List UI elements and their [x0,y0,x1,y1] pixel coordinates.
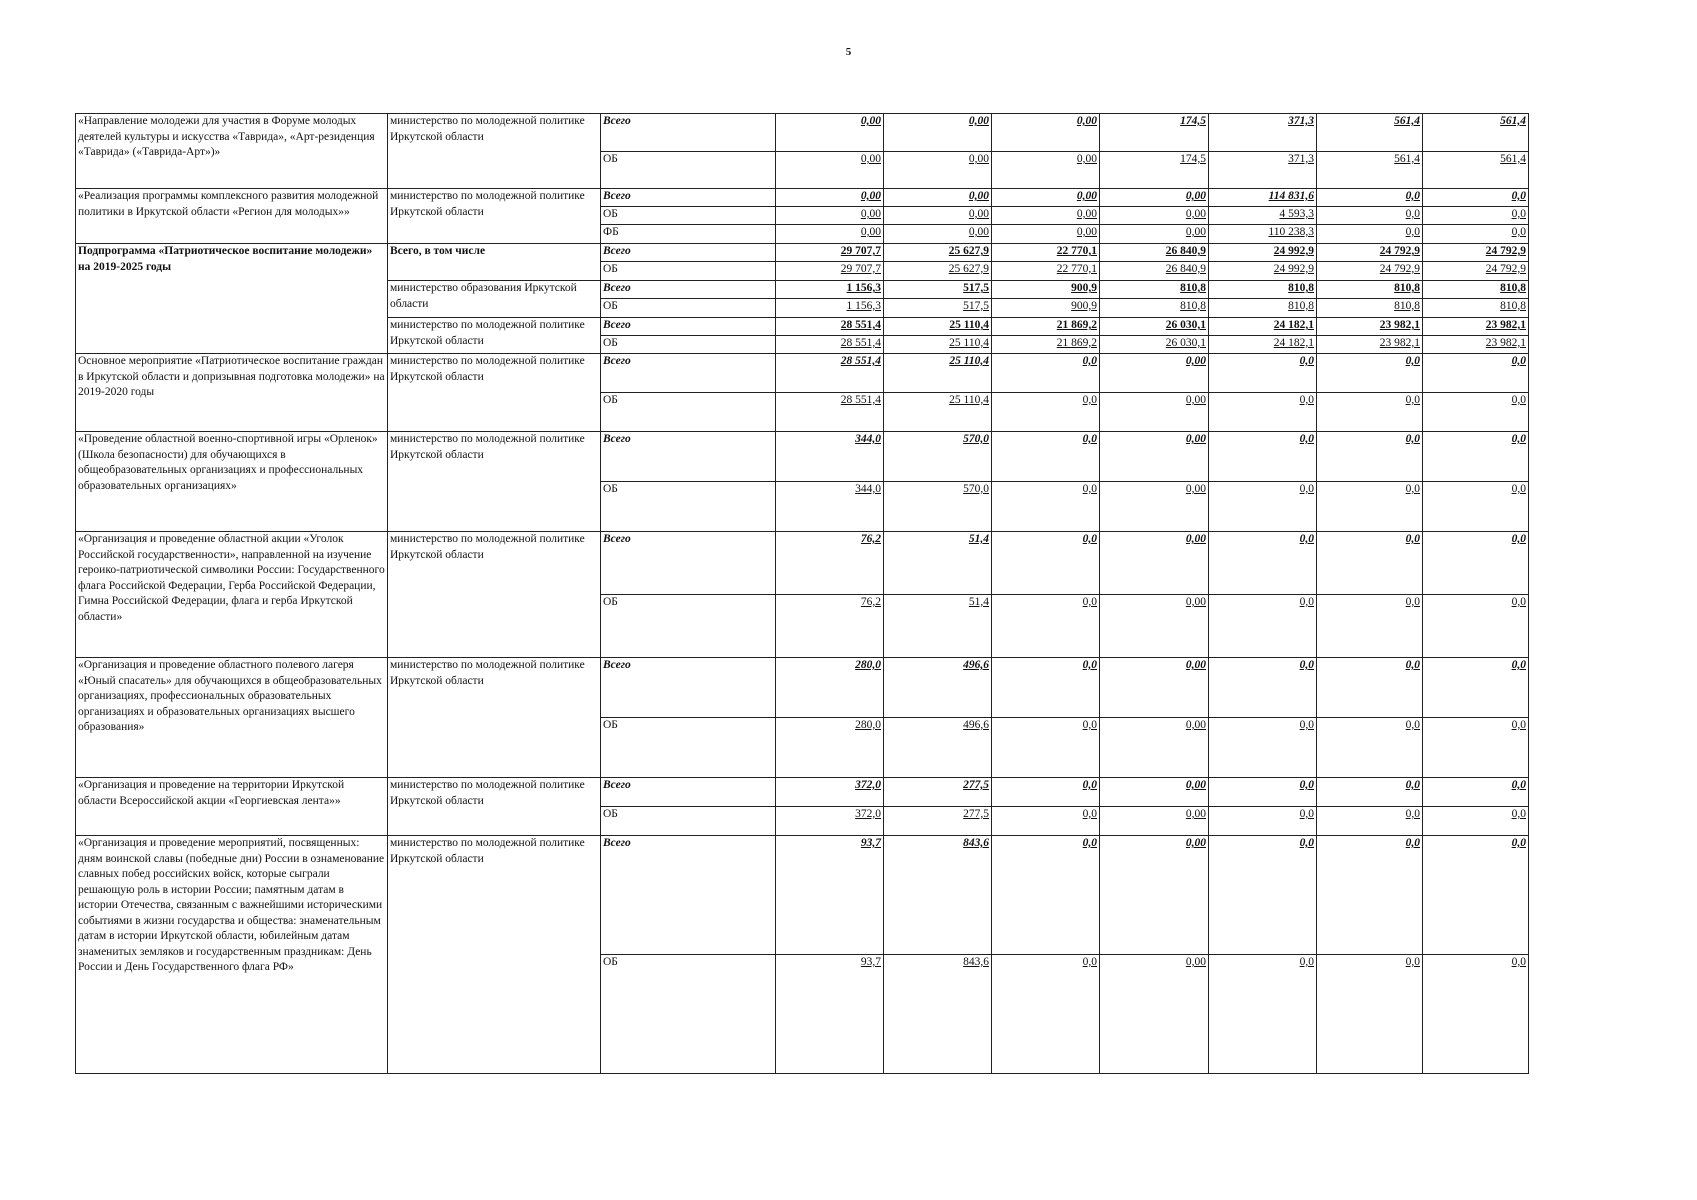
value-cell: 22 770,1 [992,244,1100,262]
value-cell: 93,7 [776,836,884,955]
value-cell: 0,0 [1423,207,1529,225]
value-cell: 0,0 [1423,189,1529,207]
value-cell: 371,3 [1209,152,1317,189]
value-cell: 0,0 [1209,432,1317,482]
value-cell: 517,5 [884,281,992,299]
value-cell: 0,0 [1317,482,1423,532]
value-cell: 0,0 [1423,718,1529,778]
executor: министерство по молодежной политике Иркутской области [388,778,601,836]
value-cell: 277,5 [884,807,992,836]
value-cell: 21 869,2 [992,318,1100,336]
value-cell: 0,00 [776,225,884,244]
funding-source: ОБ [601,482,776,532]
value-cell: 28 551,4 [776,336,884,354]
value-cell: 25 110,4 [884,354,992,393]
value-cell: 0,0 [1317,432,1423,482]
value-cell: 0,00 [1100,778,1209,807]
value-cell: 900,9 [992,281,1100,299]
table-row [76,836,1529,955]
value-cell: 0,0 [992,836,1100,955]
program-name: «Организация и проведение областного полевого лагеря «Юный спасатель» для обучающихся в общеобразовательных организациях, профессиональных образовательных организациях и образовательных организациях высшего образования» [76,658,388,778]
funding-source: Всего [601,778,776,807]
table-row [76,114,1529,152]
value-cell: 28 551,4 [776,318,884,336]
value-cell: 114 831,6 [1209,189,1317,207]
value-cell: 25 110,4 [884,318,992,336]
value-cell: 51,4 [884,595,992,658]
value-cell: 0,0 [1209,778,1317,807]
value-cell: 843,6 [884,955,992,1074]
value-cell: 0,00 [1100,393,1209,432]
funding-source: Всего [601,532,776,595]
table-row [76,432,1529,482]
value-cell: 28 551,4 [776,393,884,432]
value-cell: 570,0 [884,432,992,482]
funding-source: ФБ [601,225,776,244]
value-cell: 0,0 [992,807,1100,836]
program-name: «Организация и проведение областной акции «Уголок Российской государственности», направленной на изучение героико-патриотической символики России: Государственного флага Российской Федерации, Герба Российской Федерации, Гимна Российской Федерации, флага и герба Иркутской области» [76,532,388,658]
value-cell: 561,4 [1317,152,1423,189]
value-cell: 810,8 [1100,299,1209,318]
value-cell: 0,00 [1100,432,1209,482]
value-cell: 0,0 [1423,778,1529,807]
value-cell: 0,00 [884,152,992,189]
value-cell: 24 182,1 [1209,318,1317,336]
value-cell: 0,0 [1209,482,1317,532]
value-cell: 372,0 [776,778,884,807]
value-cell: 174,5 [1100,152,1209,189]
funding-source: Всего [601,354,776,393]
funding-source: Всего [601,836,776,955]
value-cell: 0,0 [1317,354,1423,393]
executor: министерство образования Иркутской области [388,281,601,318]
value-cell: 0,0 [1317,225,1423,244]
value-cell: 25 110,4 [884,393,992,432]
value-cell: 0,0 [1423,532,1529,595]
value-cell: 277,5 [884,778,992,807]
value-cell: 0,0 [1423,393,1529,432]
value-cell: 0,00 [1100,955,1209,1074]
program-name: «Организация и проведение на территории Иркутской области Всероссийской акции «Георгиевская лента»» [76,778,388,836]
value-cell: 0,00 [884,114,992,152]
value-cell: 22 770,1 [992,262,1100,281]
value-cell: 24 792,9 [1423,262,1529,281]
value-cell: 344,0 [776,482,884,532]
value-cell: 0,00 [884,189,992,207]
funding-source: Всего [601,244,776,262]
value-cell: 496,6 [884,718,992,778]
value-cell: 0,0 [1317,718,1423,778]
value-cell: 810,8 [1423,299,1529,318]
value-cell: 0,0 [1423,432,1529,482]
table-row [76,532,1529,595]
program-name: «Организация и проведение мероприятий, посвященных: дням воинской славы (победные дни) России в ознаменование славных побед российских войск, которые сыграли решающую роль в истории России; памятным датам в истории Отечества, связанным с важнейшими историческими событиями в жизни государства и общества: знаменательным датам в истории Иркутской области, юбилейным датам знаменитых земляков и государственным праздникам: День России и День Государственного флага РФ» [76,836,388,1074]
table-row [76,244,1529,262]
value-cell: 0,0 [1423,482,1529,532]
funding-source: Всего [601,432,776,482]
value-cell: 372,0 [776,807,884,836]
funding-source: ОБ [601,595,776,658]
value-cell: 29 707,7 [776,262,884,281]
value-cell: 26 840,9 [1100,262,1209,281]
value-cell: 0,0 [1317,532,1423,595]
table-row [76,778,1529,807]
executor: министерство по молодежной политике Иркутской области [388,354,601,432]
value-cell: 0,0 [1423,595,1529,658]
value-cell: 0,0 [1317,807,1423,836]
value-cell: 25 110,4 [884,336,992,354]
value-cell: 25 627,9 [884,262,992,281]
executor: Всего, в том числе [388,244,601,281]
value-cell: 25 627,9 [884,244,992,262]
value-cell: 24 992,9 [1209,262,1317,281]
value-cell: 517,5 [884,299,992,318]
funding-source: Всего [601,114,776,152]
value-cell: 0,0 [992,432,1100,482]
value-cell: 76,2 [776,595,884,658]
executor: министерство по молодежной политике Иркутской области [388,318,601,354]
value-cell: 0,0 [992,354,1100,393]
value-cell: 496,6 [884,658,992,718]
value-cell: 0,0 [1209,532,1317,595]
value-cell: 0,00 [1100,718,1209,778]
value-cell: 0,0 [992,393,1100,432]
value-cell: 24 792,9 [1317,262,1423,281]
value-cell: 810,8 [1317,281,1423,299]
value-cell: 0,00 [1100,482,1209,532]
table-row [76,658,1529,718]
funding-source: ОБ [601,955,776,1074]
value-cell: 1 156,3 [776,299,884,318]
value-cell: 0,0 [1209,595,1317,658]
budget-table [75,113,1529,1074]
executor: министерство по молодежной политике Иркутской области [388,114,601,189]
value-cell: 4 593,3 [1209,207,1317,225]
executor: министерство по молодежной политике Иркутской области [388,836,601,1074]
value-cell: 174,5 [1100,114,1209,152]
value-cell: 0,00 [776,152,884,189]
value-cell: 0,0 [1317,595,1423,658]
value-cell: 0,00 [1100,225,1209,244]
value-cell: 0,0 [1423,955,1529,1074]
executor: министерство по молодежной политике Иркутской области [388,189,601,244]
funding-source: Всего [601,318,776,336]
value-cell: 0,00 [992,114,1100,152]
value-cell: 76,2 [776,532,884,595]
value-cell: 810,8 [1100,281,1209,299]
value-cell: 561,4 [1423,114,1529,152]
value-cell: 0,00 [1100,207,1209,225]
value-cell: 0,0 [1423,225,1529,244]
value-cell: 0,0 [1423,658,1529,718]
value-cell: 0,0 [1317,393,1423,432]
funding-source: ОБ [601,207,776,225]
table-row [76,354,1529,393]
value-cell: 0,0 [1209,658,1317,718]
value-cell: 344,0 [776,432,884,482]
value-cell: 280,0 [776,658,884,718]
value-cell: 0,00 [776,189,884,207]
value-cell: 24 182,1 [1209,336,1317,354]
value-cell: 810,8 [1423,281,1529,299]
value-cell: 0,0 [992,532,1100,595]
value-cell: 0,00 [1100,354,1209,393]
value-cell: 0,0 [1317,778,1423,807]
funding-source: ОБ [601,299,776,318]
value-cell: 810,8 [1209,299,1317,318]
value-cell: 0,0 [1209,354,1317,393]
value-cell: 0,0 [1317,658,1423,718]
value-cell: 0,00 [1100,807,1209,836]
value-cell: 0,0 [1209,718,1317,778]
value-cell: 0,00 [776,207,884,225]
value-cell: 0,00 [992,225,1100,244]
program-name: «Проведение областной военно-спортивной игры «Орленок» (Школа безопасности) для обучающихся в общеобразовательных организациях и профессиональных образовательных организациях» [76,432,388,532]
funding-source: ОБ [601,336,776,354]
value-cell: 110 238,3 [1209,225,1317,244]
program-name: «Реализация программы комплексного развития молодежной политики в Иркутской области «Регион для молодых»» [76,189,388,244]
value-cell: 93,7 [776,955,884,1074]
value-cell: 0,0 [1423,354,1529,393]
value-cell: 0,00 [1100,532,1209,595]
value-cell: 0,00 [776,114,884,152]
value-cell: 900,9 [992,299,1100,318]
value-cell: 0,0 [992,778,1100,807]
funding-source: ОБ [601,393,776,432]
value-cell: 24 992,9 [1209,244,1317,262]
value-cell: 23 982,1 [1423,336,1529,354]
value-cell: 24 792,9 [1423,244,1529,262]
value-cell: 21 869,2 [992,336,1100,354]
value-cell: 561,4 [1317,114,1423,152]
value-cell: 570,0 [884,482,992,532]
program-name: «Направление молодежи для участия в Форуме молодых деятелей культуры и искусства «Таврида», «Арт-резиденция «Таврида» («Таврида-Арт»)» [76,114,388,189]
executor: министерство по молодежной политике Иркутской области [388,532,601,658]
funding-source: Всего [601,658,776,718]
value-cell: 26 030,1 [1100,336,1209,354]
value-cell: 0,0 [992,955,1100,1074]
program-name: Основное мероприятие «Патриотическое воспитание граждан в Иркутской области и допризывная подготовка молодежи» на 2019-2020 годы [76,354,388,432]
funding-source: ОБ [601,718,776,778]
value-cell: 843,6 [884,836,992,955]
value-cell: 23 982,1 [1317,318,1423,336]
value-cell: 0,0 [1209,393,1317,432]
value-cell: 0,0 [1209,807,1317,836]
value-cell: 0,0 [992,658,1100,718]
value-cell: 810,8 [1209,281,1317,299]
value-cell: 0,0 [1423,836,1529,955]
value-cell: 26 030,1 [1100,318,1209,336]
funding-source: ОБ [601,262,776,281]
value-cell: 23 982,1 [1317,336,1423,354]
value-cell: 0,00 [884,225,992,244]
value-cell: 28 551,4 [776,354,884,393]
funding-source: ОБ [601,152,776,189]
value-cell: 0,0 [1317,189,1423,207]
value-cell: 0,0 [1317,955,1423,1074]
value-cell: 0,0 [1209,955,1317,1074]
executor: министерство по молодежной политике Иркутской области [388,432,601,532]
value-cell: 0,00 [1100,595,1209,658]
value-cell: 23 982,1 [1423,318,1529,336]
value-cell: 0,0 [1209,836,1317,955]
executor: министерство по молодежной политике Иркутской области [388,658,601,778]
program-name: Подпрограмма «Патриотическое воспитание молодежи» на 2019-2025 годы [76,244,388,354]
value-cell: 0,00 [1100,658,1209,718]
value-cell: 561,4 [1423,152,1529,189]
value-cell: 0,0 [1317,836,1423,955]
value-cell: 51,4 [884,532,992,595]
value-cell: 0,0 [992,718,1100,778]
value-cell: 0,0 [1317,207,1423,225]
value-cell: 0,0 [1423,807,1529,836]
value-cell: 0,00 [1100,836,1209,955]
value-cell: 24 792,9 [1317,244,1423,262]
page-number: 5 [845,46,852,58]
value-cell: 371,3 [1209,114,1317,152]
value-cell: 0,00 [992,189,1100,207]
value-cell: 0,00 [884,207,992,225]
value-cell: 0,00 [1100,189,1209,207]
value-cell: 1 156,3 [776,281,884,299]
funding-source: Всего [601,189,776,207]
value-cell: 0,0 [992,482,1100,532]
funding-source: ОБ [601,807,776,836]
value-cell: 0,00 [992,152,1100,189]
value-cell: 26 840,9 [1100,244,1209,262]
table-row [76,189,1529,207]
value-cell: 810,8 [1317,299,1423,318]
funding-source: Всего [601,281,776,299]
value-cell: 0,00 [992,207,1100,225]
value-cell: 29 707,7 [776,244,884,262]
value-cell: 280,0 [776,718,884,778]
value-cell: 0,0 [992,595,1100,658]
